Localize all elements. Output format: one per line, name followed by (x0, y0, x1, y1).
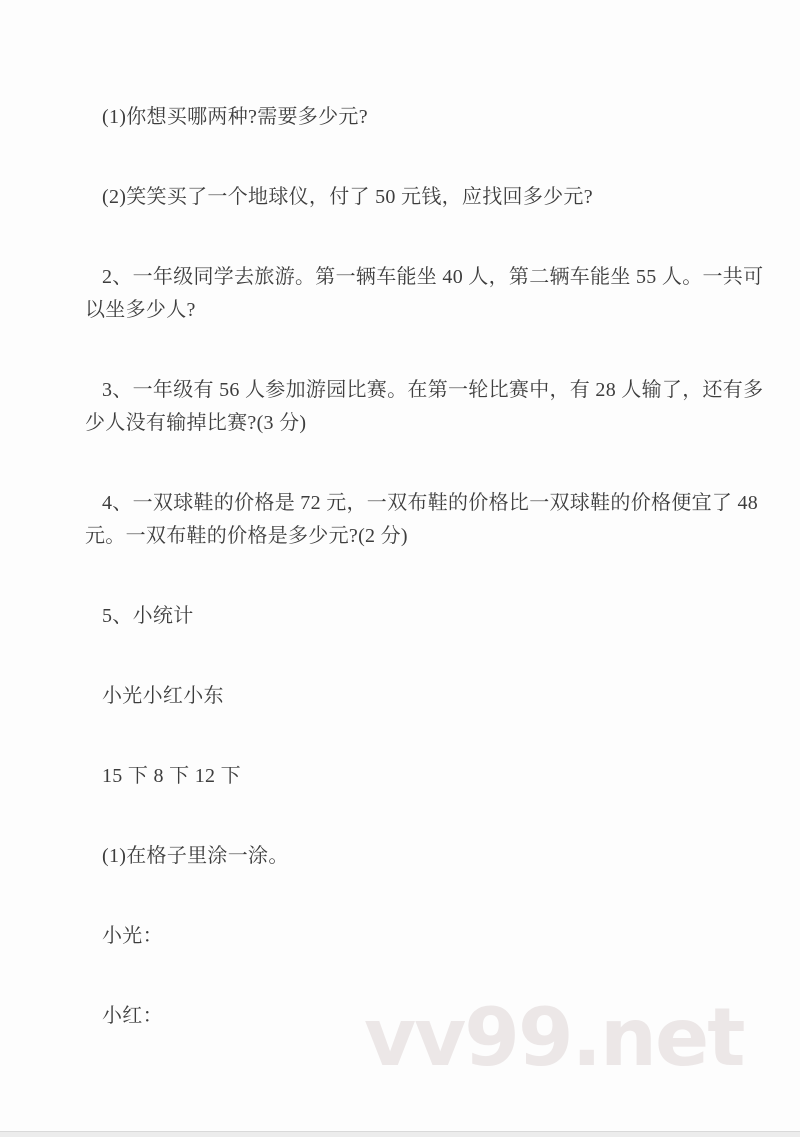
text-line: 少人没有输掉比赛?(3 分) (85, 412, 307, 434)
question-2 (85, 261, 764, 327)
text-line: (1)在格子里涂一涂。 (102, 845, 289, 867)
question-5-sub-1 (85, 840, 712, 873)
text-line: 4、一双球鞋的价格是 72 元，一双布鞋的价格比一双球鞋的价格便宜了 48 (102, 492, 759, 514)
text-line: 以坐多少人? (85, 299, 196, 321)
question-5 (85, 600, 712, 633)
question-sub-1 (85, 101, 712, 134)
stat-names-row (85, 680, 712, 713)
document-body (85, 101, 764, 1080)
text-line: (1)你想买哪两种?需要多少元? (102, 106, 368, 128)
text-line: 小红： (102, 1005, 163, 1027)
question-4 (85, 487, 759, 553)
text-line: 元。一双布鞋的价格是多少元?(2 分) (85, 525, 408, 547)
question-3 (85, 374, 764, 440)
text-line: 3、一年级有 56 人参加游园比赛。在第一轮比赛中，有 28 人输了，还有多 (102, 379, 764, 401)
question-sub-2 (85, 181, 712, 214)
page-bottom-edge (0, 1131, 800, 1137)
text-line: 2、一年级同学去旅游。第一辆车能坐 40 人，第二辆车能坐 55 人。一共可 (102, 266, 764, 288)
text-line: (2)笑笑买了一个地球仪，付了 50 元钱，应找回多少元? (102, 186, 593, 208)
text-line: 小光： (102, 925, 163, 947)
watermark-text: vv99.net (364, 991, 744, 1084)
text-line: 15 下 8 下 12 下 (102, 765, 241, 787)
label-xiaoguang (85, 920, 712, 953)
text-line: 5、小统计 (102, 605, 194, 627)
text-line: 小光小红小东 (102, 685, 224, 707)
stat-values-row (85, 760, 712, 793)
